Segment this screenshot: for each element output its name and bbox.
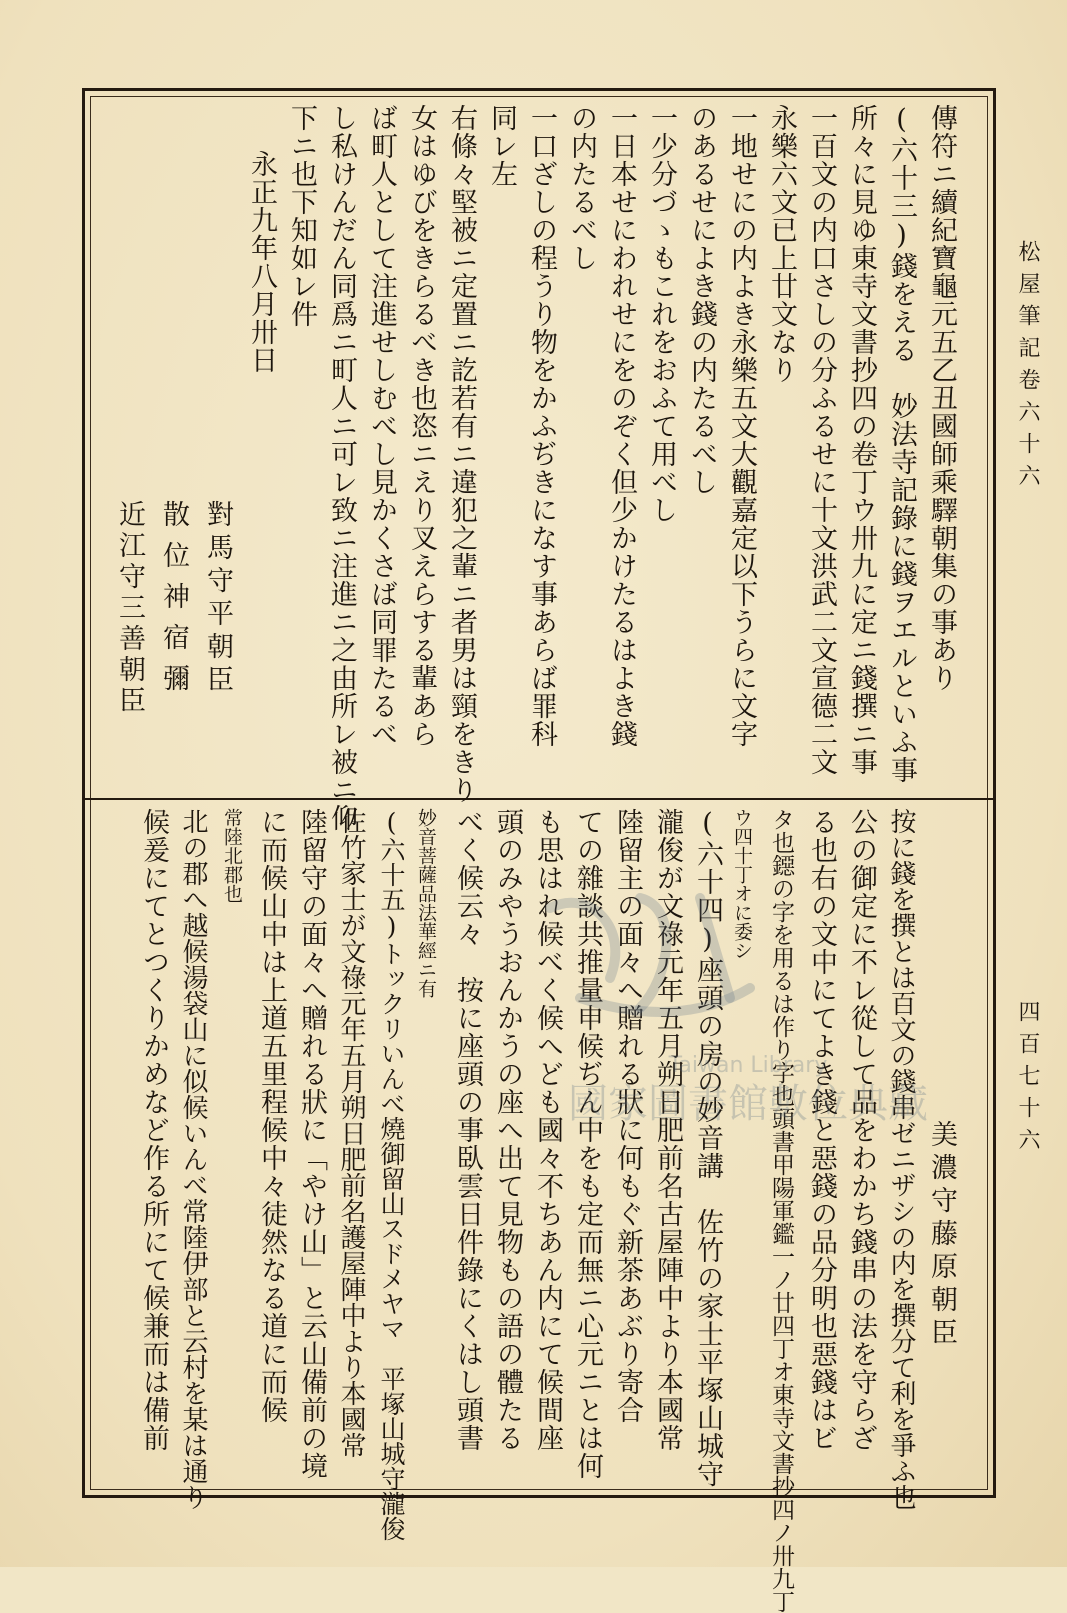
upper-column-10: の内たるべし (566, 104, 597, 272)
watermark-line-2: 國家圖書館數位典藏 (568, 1081, 928, 1127)
lower-column-13: (六十五)トックリいんべ燒御留山スドメヤマ 平塚山城守瀧俊 (377, 808, 406, 1541)
lower-column-18: 候爰にてとつくりかめなど作る所にて候兼而は備前 (138, 808, 169, 1452)
lower-column-17: 北の郡へ越候湯袋山に似候いんべ常陸伊部と云村を某は通り (178, 808, 208, 1510)
signatory-3: 近江守三善朝臣 (114, 500, 145, 717)
lower-column-1: 美濃守藤原朝臣 (926, 1120, 957, 1351)
upper-column-5: 永樂六文已上廿文なり (766, 104, 797, 384)
lower-column-5: タ也鐚の字を用るは作り字也頭書甲陽軍鑑一ノ廿四丁オ東寺文書抄四ノ卅九丁 (768, 808, 794, 1613)
date-line: 永正九年八月卅日 (246, 150, 277, 374)
lower-note-2: 妙音菩薩品法華經ニ有 (415, 808, 437, 998)
upper-column-7: のあるせによき錢の内たるべし (686, 104, 717, 496)
upper-column-6: 一地せにの内よき永樂五文大觀嘉定以下うらに文字 (726, 104, 757, 748)
lower-column-2: 按に錢を撰とは百文の錢串ゼニザシの内を撰分て利を爭ふ也 (886, 808, 916, 1510)
upper-column-2: (六十三)錢をえる 妙法寺記錄に錢ヲエルといふ事 (886, 104, 917, 784)
lower-note-3: 常陸北郡也 (221, 808, 243, 903)
upper-column-15: ば町人として注進せしむべし見かくさば同罪たるべ (366, 104, 397, 748)
lower-column-6: (六十四)座頭の房の妙音講 佐竹の家士平塚山城守 (692, 808, 723, 1488)
upper-column-13: 右條々堅被ニ定置ニ訖若有ニ違犯之輩ニ者男は頸をきり (446, 104, 477, 804)
upper-column-4: 一百文の内口さしの分ふるせに十文洪武二文宣德二文 (806, 104, 837, 776)
lower-note-1: ウ四十丁オに委シ (731, 808, 753, 960)
upper-column-11: 一口ざしの程うり物をかふぢきになす事あらば罪科 (526, 104, 557, 748)
lower-column-7: 瀧俊が文祿元年五月朔日肥前名古屋陣中より本國常 (652, 808, 683, 1452)
upper-column-12: 同レ左 (486, 104, 517, 188)
upper-column-9: 一日本せにわれせにをのぞく但少かけたるはよき錢 (606, 104, 637, 748)
lower-column-12: べく候云々 按に座頭の事臥雲日件錄にくはし頭書 (452, 808, 483, 1452)
lower-column-16: に而候山中は上道五里程候中々徒然なる道に而候 (256, 808, 287, 1424)
lower-column-15: 陸留守の面々へ贈れる狀に「やけ山」と云山備前の境 (296, 808, 327, 1480)
lower-column-14: 佐竹家士が文祿元年五月朔日肥前名護屋陣中より本國常 (336, 808, 366, 1458)
lower-column-8: 陸留主の面々へ贈れる狀に何もぐ新茶あぶり寄合 (612, 808, 643, 1424)
lower-column-9: ての雜談共推量申候ぢん中をも定而無ニ心元ニとは何 (572, 808, 603, 1480)
upper-column-8: 一少分づゝもこれをおふて用べし (646, 104, 677, 524)
upper-column-1: 傳符ニ續紀寶龜元五乙丑國師乘驛朝集の事あり (926, 104, 957, 692)
book-title: 松屋筆記卷六十六 (1015, 240, 1040, 496)
signatory-2: 散位神宿彌 (158, 500, 189, 705)
upper-column-3: 所々に見ゆ東寺文書抄四の卷丁ウ卅九に定ニ錢撰ニ事 (846, 104, 877, 776)
signatory-1: 對馬守平朝臣 (202, 500, 233, 698)
library-logo-watermark (520, 868, 770, 1038)
lower-column-10: も思はれ候べく候へども國々不ちあん内にて候間座 (532, 808, 563, 1452)
page-number: 四百七十六 (1015, 1000, 1040, 1160)
upper-column-16: し私けんだん同爲ニ町人ニ可レ致ニ注進ニ之由所レ被ニ仰 (326, 104, 357, 832)
upper-column-17: 下ニ也下知如レ件 (286, 104, 317, 328)
watermark-line-1: Taiwan Library (668, 1053, 828, 1078)
lower-column-3: 公の御定に不レ從して品をわかち錢串の法を守らざ (846, 808, 877, 1452)
upper-column-14: 女はゆびをきらるべき也恣ニえり叉えらする輩あら (406, 104, 437, 748)
lower-column-11: 頭のみやうおんかうの座へ出て見物もの語の體たる (492, 808, 523, 1452)
lower-column-4: る也右の文中にてよき錢と惡錢の品分明也惡錢はビ (806, 808, 837, 1452)
section-divider (84, 798, 994, 800)
library-watermark-text (508, 1052, 988, 1148)
